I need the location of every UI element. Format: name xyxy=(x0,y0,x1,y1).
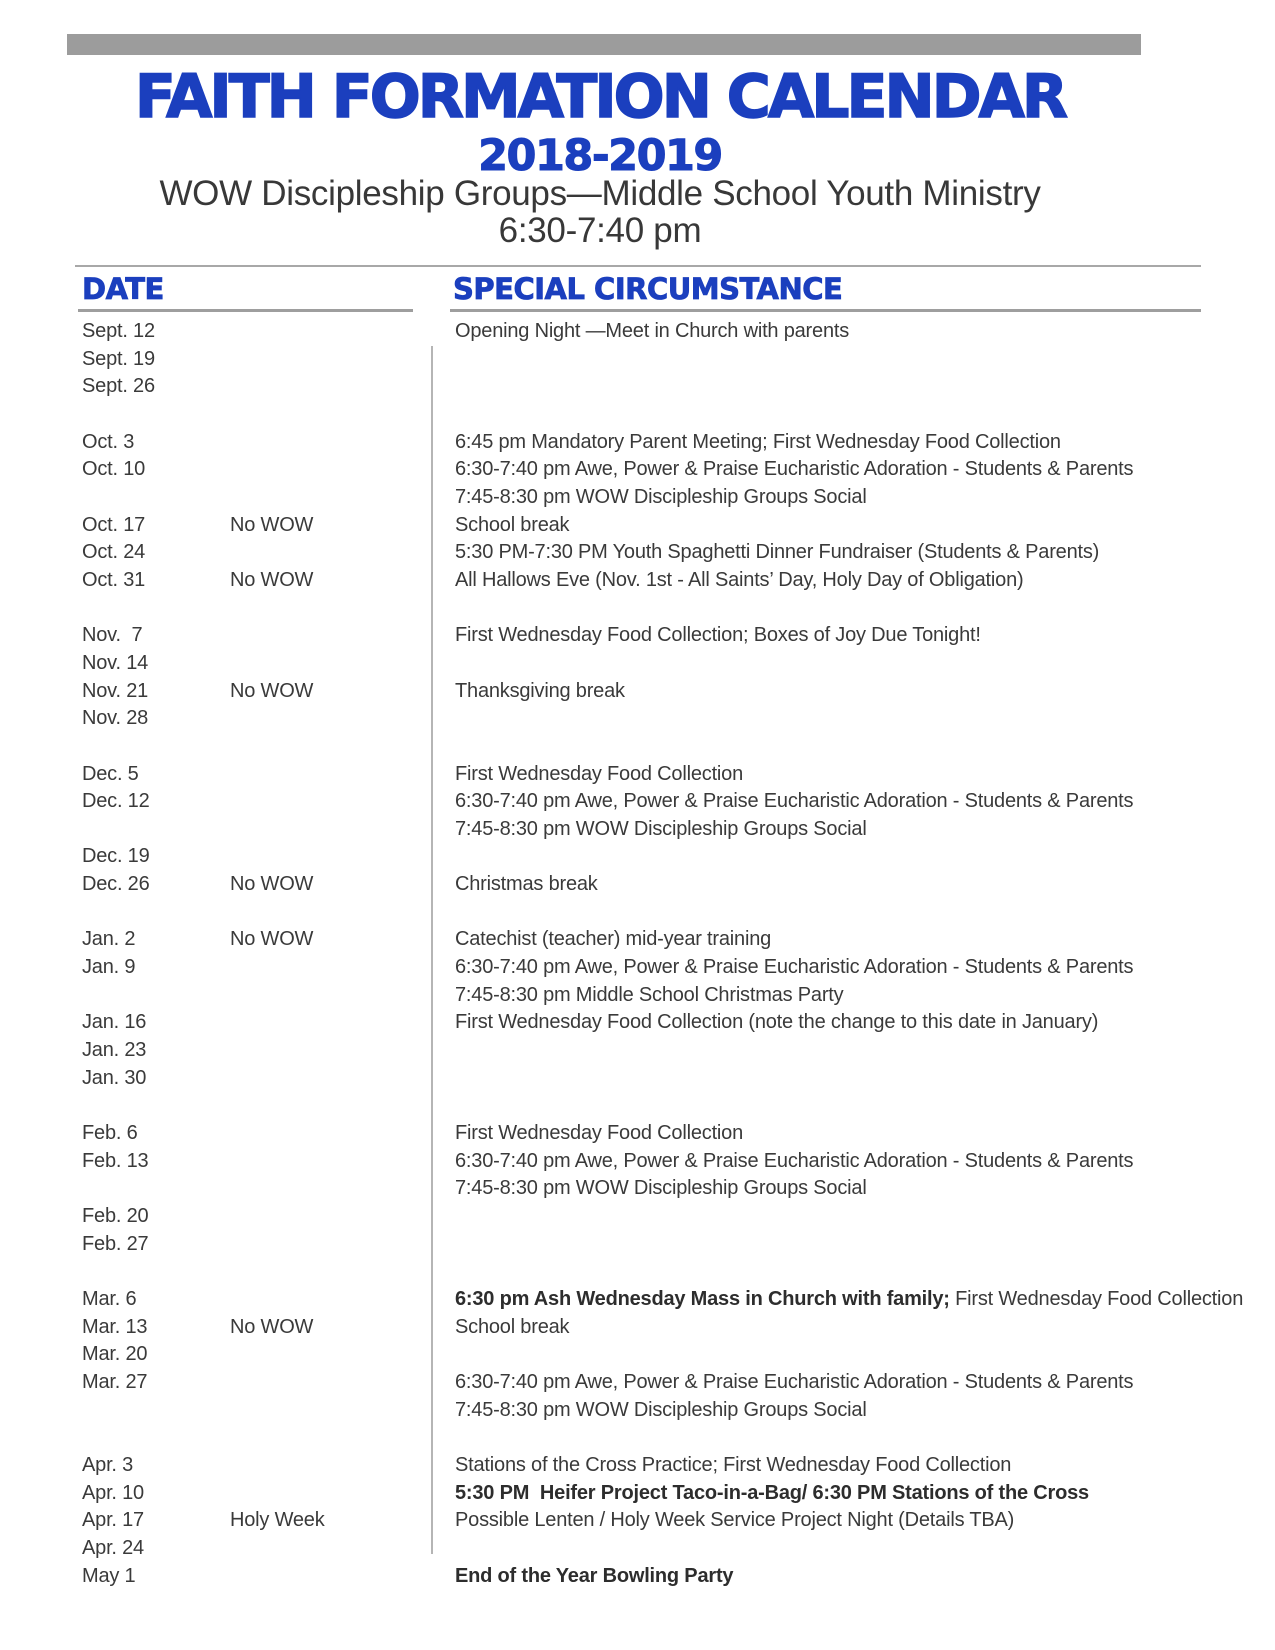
table-row xyxy=(82,1065,1242,1093)
date-cell: Mar. 27 xyxy=(82,1370,148,1393)
note-cell xyxy=(230,318,455,346)
date-cell xyxy=(82,595,230,623)
circumstance-header-underline xyxy=(450,309,1201,312)
date-column-header: DATE xyxy=(82,272,164,306)
table-row xyxy=(82,678,1242,706)
circumstance-text: 7:45-8:30 pm WOW Discipleship Groups Social xyxy=(455,485,867,508)
circumstance-text: 7:45-8:30 pm WOW Discipleship Groups Social xyxy=(455,1177,867,1200)
table-row xyxy=(82,1397,1242,1425)
table-row xyxy=(82,567,1242,595)
circumstance-text: 6:30-7:40 pm Awe, Power & Praise Eucharistic Adoration - Students & Parents xyxy=(455,956,1134,979)
note-cell: No WOW xyxy=(230,873,314,896)
date-cell: Sept. 26 xyxy=(82,375,155,398)
table-row xyxy=(82,1452,1242,1480)
circumstance-text: 7:45-8:30 pm Middle School Christmas Party xyxy=(455,983,844,1006)
circumstance-cell xyxy=(455,788,1133,816)
note-cell: No WOW xyxy=(230,679,314,702)
note-cell xyxy=(230,1120,455,1148)
date-cell: Oct. 24 xyxy=(82,541,146,564)
date-cell: Feb. 13 xyxy=(82,1149,149,1172)
table-row xyxy=(82,346,1242,374)
note-cell xyxy=(230,1148,455,1176)
note-cell xyxy=(230,1286,455,1314)
circumstance-text: 6:30-7:40 pm Awe, Power & Praise Eucharistic Adoration - Students & Parents xyxy=(455,790,1134,813)
table-row xyxy=(82,816,1242,844)
circumstance-text: 5:30 PM-7:30 PM Youth Spaghetti Dinner Fundraiser (Students & Parents) xyxy=(455,541,1100,564)
table-row xyxy=(82,512,1242,540)
table-row xyxy=(82,1563,1242,1591)
circumstance-cell xyxy=(455,761,743,789)
table-row xyxy=(82,1120,1242,1148)
note-cell xyxy=(230,456,455,484)
note-cell xyxy=(230,1535,455,1563)
table-row xyxy=(82,871,1242,899)
table-row xyxy=(82,1480,1242,1508)
circumstance-text: 6:30-7:40 pm Awe, Power & Praise Eucharistic Adoration - Students & Parents xyxy=(455,1149,1134,1172)
date-cell: Apr. 10 xyxy=(82,1481,144,1504)
circumstance-text: First Wednesday Food Collection; Boxes of Joy Due Tonight! xyxy=(455,624,981,647)
date-cell: Mar. 20 xyxy=(82,1343,148,1366)
circumstance-cell xyxy=(455,622,981,650)
table-row xyxy=(82,1231,1242,1259)
table-row xyxy=(82,595,1242,623)
note-cell xyxy=(230,954,455,982)
table-row xyxy=(82,1341,1242,1369)
circumstance-cell xyxy=(455,871,598,899)
circumstance-text: First Wednesday Food Collection (note the change to this date in January) xyxy=(455,1011,1099,1034)
table-row xyxy=(82,1092,1242,1120)
note-cell xyxy=(230,429,455,457)
date-cell: Oct. 3 xyxy=(82,430,135,453)
table-row xyxy=(82,1507,1242,1535)
date-cell xyxy=(82,1175,230,1203)
table-row xyxy=(82,484,1242,512)
note-cell xyxy=(230,650,455,678)
note-cell xyxy=(230,1397,455,1425)
school-year: 2018-2019 xyxy=(478,131,722,181)
note-cell xyxy=(230,401,455,429)
circumstance-cell xyxy=(455,1507,1014,1535)
circumstance-text: Opening Night —Meet in Church with parents xyxy=(455,320,850,342)
circumstance-text: First Wednesday Food Collection xyxy=(455,1122,744,1145)
circumstance-text: 6:30-7:40 pm Awe, Power & Praise Eucharistic Adoration - Students & Parents xyxy=(455,1370,1134,1393)
date-cell: Oct. 31 xyxy=(82,568,146,591)
circumstance-cell xyxy=(455,1480,1089,1508)
circumstance-cell xyxy=(455,678,625,706)
page-title: FAITH FORMATION CALENDAR xyxy=(134,62,1066,132)
table-row xyxy=(82,539,1242,567)
date-cell: Mar. 13 xyxy=(82,1315,148,1338)
date-cell xyxy=(82,1397,230,1425)
note-cell xyxy=(230,982,455,1010)
date-cell: Dec. 19 xyxy=(82,845,150,868)
table-row xyxy=(82,982,1242,1010)
circumstance-cell xyxy=(455,1452,1011,1480)
date-cell: Jan. 16 xyxy=(82,1011,147,1034)
circumstance-cell xyxy=(455,567,1023,595)
table-row xyxy=(82,1203,1242,1231)
circumstance-cell xyxy=(455,1120,743,1148)
top-gray-bar xyxy=(67,34,1141,55)
table-row xyxy=(82,1369,1242,1397)
table-row xyxy=(82,1314,1242,1342)
table-row xyxy=(82,954,1242,982)
circumstance-text: Thanksgiving break xyxy=(455,679,625,702)
circumstance-cell xyxy=(455,539,1099,567)
special-circumstance-column-header: SPECIAL CIRCUMSTANCE xyxy=(453,272,843,306)
date-cell: Sept. 19 xyxy=(82,347,155,370)
program-subtitle: WOW Discipleship Groups—Middle School Youth Ministry xyxy=(159,174,1041,213)
circumstance-text: Catechist (teacher) mid-year training xyxy=(455,928,772,951)
note-cell xyxy=(230,1480,455,1508)
note-cell xyxy=(230,1231,455,1259)
table-row xyxy=(82,733,1242,761)
circumstance-text: 7:45-8:30 pm WOW Discipleship Groups Social xyxy=(455,817,867,840)
table-row xyxy=(82,926,1242,954)
circumstance-bold-text: 6:30 pm Ash Wednesday Mass in Church with family; xyxy=(455,1287,950,1310)
calendar-rows xyxy=(82,318,1242,1590)
circumstance-cell xyxy=(455,512,569,540)
date-cell: Apr. 17 xyxy=(82,1509,144,1532)
session-time-range: 6:30-7:40 pm xyxy=(498,211,702,250)
table-row xyxy=(82,622,1242,650)
date-cell xyxy=(82,1424,230,1452)
circumstance-cell xyxy=(455,456,1133,484)
table-row xyxy=(82,843,1242,871)
date-cell xyxy=(82,401,230,429)
note-cell xyxy=(230,373,455,401)
note-cell xyxy=(230,1009,455,1037)
circumstance-bold-text: End of the Year Bowling Party xyxy=(455,1564,734,1587)
date-cell: Nov. 21 xyxy=(82,679,149,702)
date-cell: Dec. 12 xyxy=(82,790,150,813)
circumstance-cell xyxy=(455,1148,1133,1176)
table-row xyxy=(82,899,1242,927)
date-cell xyxy=(82,1092,230,1120)
circumstance-text: All Hallows Eve (Nov. 1st - All Saints’ Day, Holy Day of Obligation) xyxy=(455,568,1024,591)
date-cell: Jan. 9 xyxy=(82,956,136,979)
note-cell: No WOW xyxy=(230,513,314,536)
note-cell xyxy=(230,733,455,761)
date-cell xyxy=(82,733,230,761)
date-cell: Jan. 23 xyxy=(82,1039,147,1062)
circumstance-cell xyxy=(455,982,843,1010)
note-cell xyxy=(230,1203,455,1231)
note-cell xyxy=(230,1092,455,1120)
date-cell: Oct. 10 xyxy=(82,458,146,481)
circumstance-cell xyxy=(455,954,1133,982)
note-cell xyxy=(230,761,455,789)
circumstance-bold-text: 5:30 PM Heifer Project Taco-in-a-Bag/ 6:30 PM Stations of the Cross xyxy=(455,1481,1089,1504)
note-cell xyxy=(230,1452,455,1480)
note-cell xyxy=(230,1341,455,1369)
table-row xyxy=(82,1258,1242,1286)
date-cell xyxy=(82,982,230,1010)
note-cell xyxy=(230,1037,455,1065)
date-cell: Dec. 26 xyxy=(82,873,150,896)
date-cell: Sept. 12 xyxy=(82,320,155,342)
date-cell: Jan. 30 xyxy=(82,1066,147,1089)
circumstance-text: First Wednesday Food Collection xyxy=(949,1287,1244,1310)
date-cell: Dec. 5 xyxy=(82,762,139,785)
table-row xyxy=(82,318,1242,346)
note-cell xyxy=(230,346,455,374)
note-cell xyxy=(230,788,455,816)
date-cell: Nov. 7 xyxy=(82,624,143,647)
note-cell xyxy=(230,843,455,871)
circumstance-cell xyxy=(455,1175,867,1203)
note-cell xyxy=(230,622,455,650)
table-row xyxy=(82,1037,1242,1065)
note-cell: No WOW xyxy=(230,928,314,951)
circumstance-text: Possible Lenten / Holy Week Service Project Night (Details TBA) xyxy=(455,1509,1015,1532)
note-cell xyxy=(230,1369,455,1397)
note-cell: No WOW xyxy=(230,1315,314,1338)
note-cell xyxy=(230,1563,455,1591)
date-cell: Mar. 6 xyxy=(82,1287,137,1310)
date-cell: Feb. 27 xyxy=(82,1232,149,1255)
date-cell xyxy=(82,816,230,844)
note-cell xyxy=(230,539,455,567)
date-cell xyxy=(82,484,230,512)
note-cell xyxy=(230,816,455,844)
date-cell: Jan. 2 xyxy=(82,928,136,951)
circumstance-text: 6:30-7:40 pm Awe, Power & Praise Eucharistic Adoration - Students & Parents xyxy=(455,458,1134,481)
table-row xyxy=(82,761,1242,789)
circumstance-cell xyxy=(455,484,867,512)
note-cell xyxy=(230,1258,455,1286)
table-row xyxy=(82,373,1242,401)
table-row xyxy=(82,1009,1242,1037)
date-cell xyxy=(82,899,230,927)
circumstance-cell xyxy=(455,1369,1133,1397)
table-row xyxy=(82,401,1242,429)
note-cell xyxy=(230,705,455,733)
table-row xyxy=(82,705,1242,733)
note-cell xyxy=(230,1175,455,1203)
note-cell xyxy=(230,1065,455,1093)
table-row xyxy=(82,429,1242,457)
circumstance-cell xyxy=(455,429,1061,457)
date-cell: Apr. 3 xyxy=(82,1453,134,1476)
note-cell xyxy=(230,595,455,623)
table-row xyxy=(82,1175,1242,1203)
circumstance-cell xyxy=(455,1009,1098,1037)
table-row xyxy=(82,1286,1242,1314)
table-row xyxy=(82,1148,1242,1176)
circumstance-text: School break xyxy=(455,1315,570,1338)
table-row xyxy=(82,1424,1242,1452)
circumstance-text: Christmas break xyxy=(455,873,598,896)
date-cell: Nov. 14 xyxy=(82,651,149,674)
date-cell: Feb. 20 xyxy=(82,1205,149,1227)
note-cell: Holy Week xyxy=(230,1509,325,1532)
circumstance-text: Stations of the Cross Practice; First Wednesday Food Collection xyxy=(455,1453,1012,1476)
note-cell xyxy=(230,1424,455,1452)
circumstance-text: 6:45 pm Mandatory Parent Meeting; First Wednesday Food Collection xyxy=(455,430,1061,453)
date-cell xyxy=(82,1258,230,1286)
table-row xyxy=(82,1535,1242,1563)
table-row xyxy=(82,788,1242,816)
circumstance-cell xyxy=(455,1286,1243,1314)
circumstance-cell xyxy=(455,816,867,844)
circumstance-text: School break xyxy=(455,513,570,536)
circumstance-cell xyxy=(455,318,849,346)
date-cell: Feb. 6 xyxy=(82,1122,138,1145)
circumstance-text: 7:45-8:30 pm WOW Discipleship Groups Social xyxy=(455,1398,867,1421)
note-cell: No WOW xyxy=(230,568,314,591)
circumstance-cell xyxy=(455,1563,733,1591)
date-cell: Apr. 24 xyxy=(82,1536,144,1559)
note-cell xyxy=(230,484,455,512)
date-cell: Oct. 17 xyxy=(82,513,146,536)
circumstance-cell xyxy=(455,1397,867,1425)
date-header-underline xyxy=(78,309,413,312)
circumstance-cell xyxy=(455,1314,569,1342)
circumstance-cell xyxy=(455,926,771,954)
circumstance-text: First Wednesday Food Collection xyxy=(455,762,744,785)
header-top-rule xyxy=(75,265,1201,267)
table-row xyxy=(82,650,1242,678)
table-row xyxy=(82,456,1242,484)
date-cell: Nov. 28 xyxy=(82,707,149,730)
note-cell xyxy=(230,899,455,927)
date-cell: May 1 xyxy=(82,1564,136,1587)
